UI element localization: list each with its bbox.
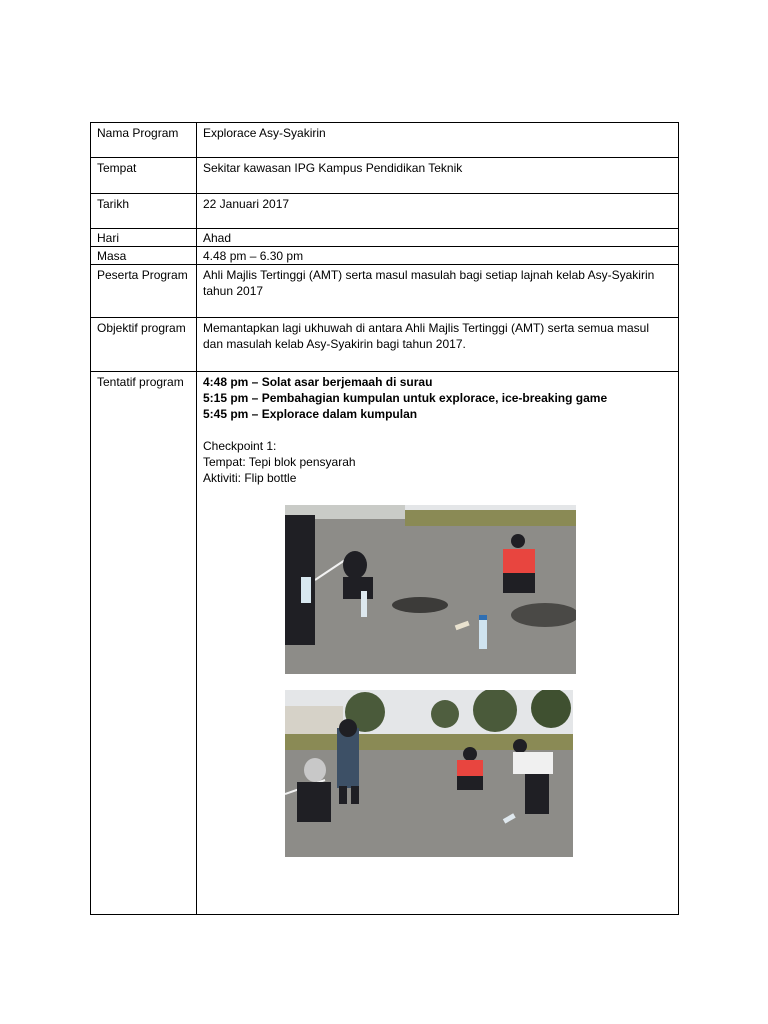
label-masa: Masa [91,247,197,265]
checkpoint-title: Checkpoint 1: [203,439,277,453]
table-row [91,247,679,265]
value-tempat: Sekitar kawasan IPG Kampus Pendidikan Teknik [197,158,679,194]
label-tentatif: Tentatif program [91,372,197,915]
table-row [91,265,679,318]
label-tarikh: Tarikh [91,194,197,229]
flip-bottle-photo-1 [285,505,576,674]
value-peserta: Ahli Majlis Tertinggi (AMT) serta masul masulah bagi setiap lajnah kelab Asy-Syakirin tahun 2017 [197,265,679,318]
value-nama-program: Explorace Asy-Syakirin [197,123,679,158]
checkpoint-activity: Aktiviti: Flip bottle [203,471,297,485]
label-objektif: Objektif program [91,318,197,372]
value-tentatif [197,372,679,915]
value-masa: 4.48 pm – 6.30 pm [197,247,679,265]
checkpoint-place: Tempat: Tepi blok pensyarah [203,455,356,469]
table-row [91,194,679,229]
value-objektif: Memantapkan lagi ukhuwah di antara Ahli Majlis Tertinggi (AMT) serta semua masul dan masulah kelab Asy-Syakirin bagi tahun 2017. [197,318,679,372]
label-peserta: Peserta Program [91,265,197,318]
table-row [91,229,679,247]
table-row [91,318,679,372]
label-tempat: Tempat [91,158,197,194]
spacer [203,422,672,438]
schedule-item: 5:45 pm – Explorace dalam kumpulan [203,407,418,421]
flip-bottle-photo-2 [285,690,573,857]
schedule-item: 5:15 pm – Pembahagian kumpulan untuk explorace, ice-breaking game [203,391,608,405]
table-row [91,123,679,158]
label-hari: Hari [91,229,197,247]
value-hari: Ahad [197,229,679,247]
value-tarikh: 22 Januari 2017 [197,194,679,229]
label-nama-program: Nama Program [91,123,197,158]
schedule-item: 4:48 pm – Solat asar berjemaah di surau [203,375,433,389]
table-row [91,372,679,915]
table-row [91,158,679,194]
program-table [90,122,679,915]
